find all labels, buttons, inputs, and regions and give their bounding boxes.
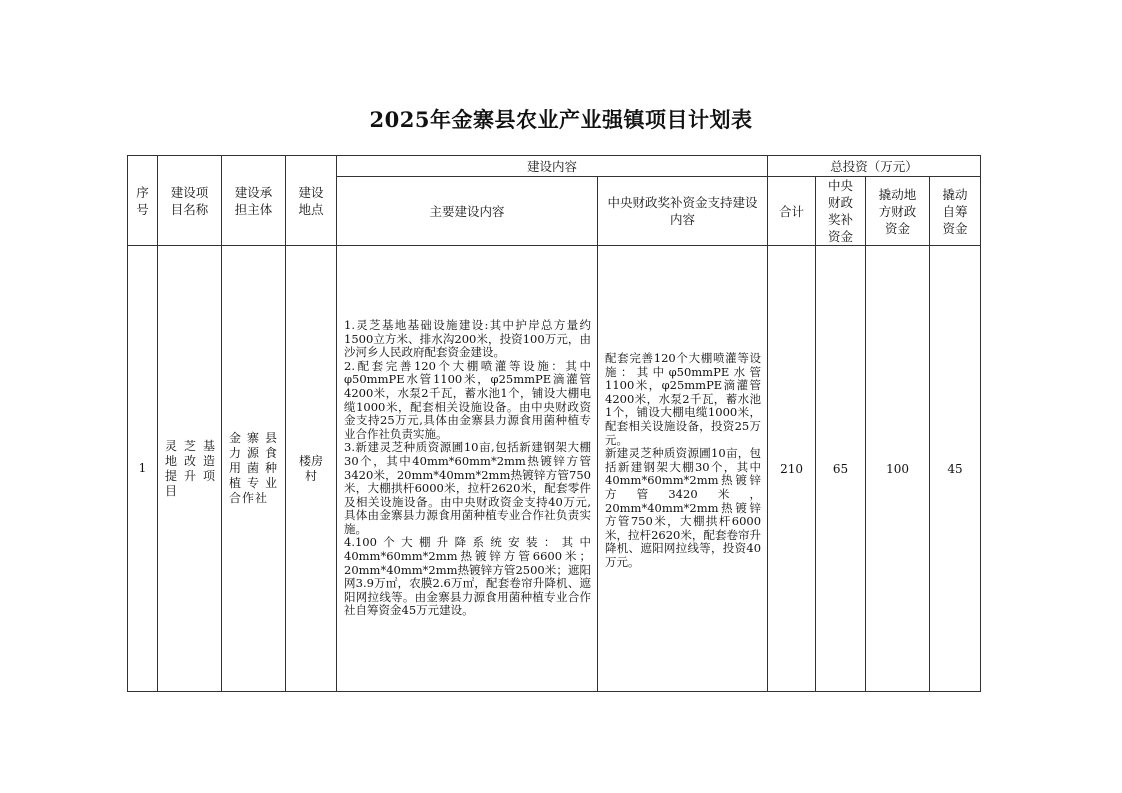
- header-row-1: [128, 156, 981, 177]
- cell-central-content: 配套完善120个大棚喷灌等设施：其中φ50mmPE水管1100米，φ25mmPE滴灌管4200米，水泵2千瓦，蓄水池1个，铺设大棚电缆1000米，配套相关设施设备，投资25万元。 新建灵芝种质资源圃10亩，包括新建钢架大棚30个，其中40mm*60mm*2mm热镀锌方管3420米，20mm*40mm*2mm热镀锌方管750米，大棚拱杆6000米，拉杆2620米，配套卷帘升降机、遮阳网拉线等，投资40万元。: [598, 246, 768, 692]
- header-undertaker: 建设承担主体: [222, 156, 286, 246]
- header-local-fund: 撬动地方财政资金: [866, 177, 930, 246]
- header-content-group: 建设内容: [337, 156, 768, 177]
- header-invest-group: 总投资（万元）: [768, 156, 981, 177]
- header-total: 合计: [768, 177, 816, 246]
- header-project-name: 建设项目名称: [158, 156, 222, 246]
- cell-total: 210: [768, 246, 816, 692]
- cell-central-fund: 65: [816, 246, 866, 692]
- header-seq: 序号: [128, 156, 158, 246]
- header-self-fund: 撬动自筹资金: [930, 177, 981, 246]
- cell-self-fund: 45: [930, 246, 981, 692]
- table-row: [128, 246, 981, 692]
- cell-main-content: 1.灵芝基地基础设施建设:其中护岸总方量约1500立方米、排水沟200米，投资100万元，由沙河乡人民政府配套资金建设。 2.配套完善120个大棚喷灌等设施：其中φ50mmPE水管1100米，φ25mmPE滴灌管4200米，水泵2千瓦，蓄水池1个，铺设大棚电缆1000米，配套相关设施设备。由中央财政资金支持25万元,具体由金寨县力源食用菌种植专业合作社负责实施。 3.新建灵芝种质资源圃10亩,包括新建钢架大棚30个，其中40mm*60mm*2mm热镀锌方管3420米，20mm*40mm*2mm热镀锌方管750米，大棚拱杆6000米，拉杆2620米，配套零件及相关设施设备。由中央财政资金支持40万元,具体由金寨县力源食用菌种植专业合作社负责实施。 4.100个大棚升降系统安装：其中40mm*60mm*2mm热镀锌方管6600米；20mm*40mm*2mm热镀锌方管2500米；遮阳网3.9万㎡，农膜2.6万㎡，配套卷帘升降机、遮阳网拉线等。由金寨县力源食用菌种植专业合作社自筹资金45万元建设。: [337, 246, 598, 692]
- header-central-fund: 中央财政奖补资金: [816, 177, 866, 246]
- header-main-content: 主要建设内容: [337, 177, 598, 246]
- header-location: 建设地点: [286, 156, 337, 246]
- cell-undertaker: 金寨县力源食用菌种植专业合作社: [222, 246, 286, 692]
- cell-project-name: 灵芝基地改造提升项目: [158, 246, 222, 692]
- cell-seq: 1: [128, 246, 158, 692]
- project-plan-table: [127, 155, 981, 692]
- cell-location: 楼房村: [286, 246, 337, 692]
- header-central-content: 中央财政奖补资金支持建设内容: [598, 177, 768, 246]
- cell-local-fund: 100: [866, 246, 930, 692]
- page-title: 2025年金寨县农业产业强镇项目计划表: [369, 107, 753, 132]
